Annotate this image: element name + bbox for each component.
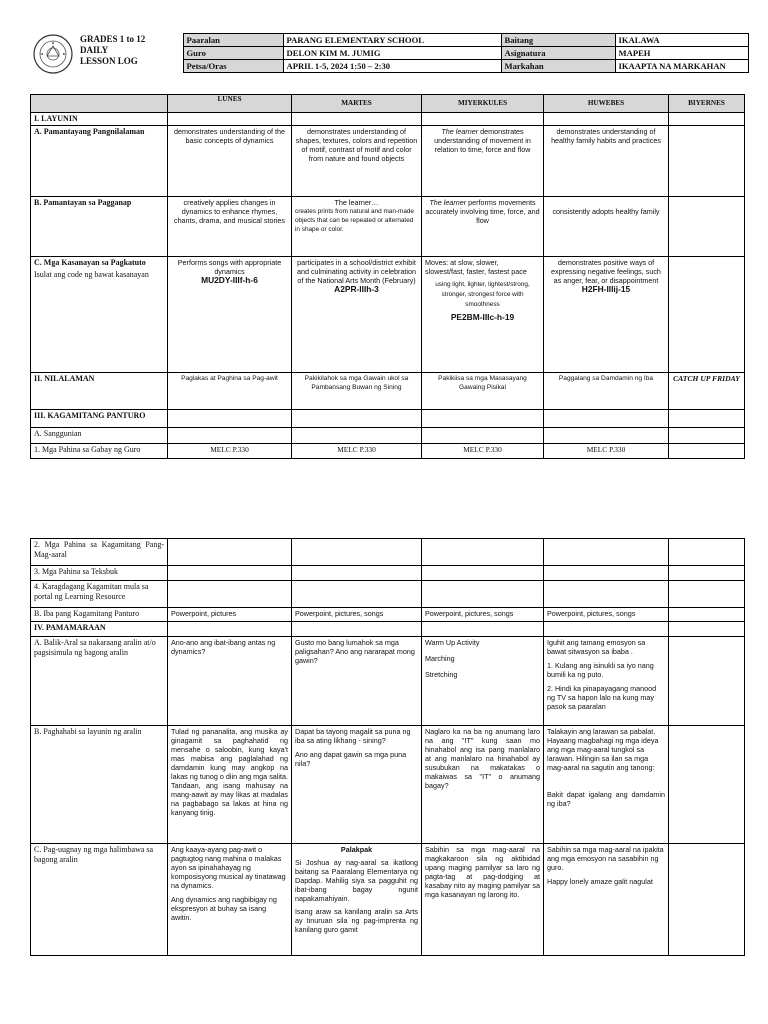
iba-pang-kagamitan-label: B. Iba pang Kagamitang Panturo [31,608,168,622]
pag-uugnay-huwebes: Sabihin sa mga mag-aaral na ipakita ang mga emosyon na sasabihin ng guro. Happy lonely amaze galit nagulat [544,844,669,956]
quarter-label: Markahan [501,60,615,73]
header-row-date [28,60,748,73]
iba-pang-martes: Powerpoint, pictures, songs [292,608,422,622]
header-info-table [28,33,749,73]
lesson-log-table-page2 [30,538,745,956]
row-teksbuk [31,566,745,581]
teksbuk-label: 3. Mga Pahina sa Teksbuk [31,566,168,581]
row-karagdagang-kagamitan [31,581,745,608]
subject-value: MAPEH [615,47,748,60]
grade-label: Baitang [501,34,615,47]
gabay-guro-huwebes: MELC P.330 [544,443,669,458]
grade-value: IKALAWA [615,34,748,47]
row-kagamitang-panturo [31,409,745,427]
pag-uugnay-label: C. Pag-uugnay ng mga halimbawa sa bagong aralin [31,844,168,956]
row-pamantayan-sa-pagganap [31,196,745,256]
day-martes: MARTES [292,95,422,113]
section-layunin [31,113,745,126]
row-a-lunes: demonstrates understanding of the basic concepts of dynamics [168,125,292,196]
balik-aral-miyerkules: Warm Up Activity Marching Stretching [422,637,544,726]
row-c-martes: participates in a school/district exhibit and culminating activity in celebration of the National Arts Month (February) A2PR-IIIh-3 [292,256,422,372]
row-b-label: B. Pamantayan sa Pagganap [31,196,168,256]
pag-uugnay-martes: Palakpak Si Joshua ay nag-aaral sa ikatlong baitang sa Paaralang Elementarya ng Dapdap. Mahilig siya sa pagguhit ng ibat-ibang bagay ngunit napakamahiyain. Isang araw sa kanilang aralin sa Arts ay tinuruan sila ng pag-imprenta ng kanilang guro gamit [292,844,422,956]
iba-pang-lunes: Powerpoint, pictures [168,608,292,622]
row-c-lunes: Performs songs with appropriate dynamics MU2DY-IIIf-h-6 [168,256,292,372]
balik-aral-huwebes: Iguhit ang tamang emosyon sa bawat sitwasyon sa ibaba . 1. Kulang ang isinukli sa iyo nang bumili ka ng puto. 2. Hindi ka pinapayagang manood ng TV sa hapon lalo na kung may pasok sa paaralan [544,637,669,726]
school-value: PARANG ELEMENTARY SCHOOL [283,34,501,47]
paghahabi-lunes: Tulad ng pananalita, ang musika ay ginagamit sa paghahatid ng mensahe o saloobin, kung kaya't mas mabisa ang paglalahad ng damdamin kung may angkop na lakas ng tunog o diin ang mga salita. Tandaan, ang isang mahusay na mang-aawit ay may likas at madalas na pagbabago sa lakas at hina ng kanyang tinig. [168,726,292,844]
lesson-log-table-page1 [30,94,745,459]
row-pag-uugnay [31,844,745,956]
nilalaman-huwebes: Paggalang sa Damdamin ng Iba [544,372,669,409]
date-label: Petsa/Oras [183,60,283,73]
row-paghahabi [31,726,745,844]
row-balik-aral [31,637,745,726]
paghahabi-label: B. Paghahabi sa layunin ng aralin [31,726,168,844]
row-sanggunian [31,427,745,443]
gabay-guro-lunes: MELC P.330 [168,443,292,458]
row-b-martes: The learner… creates prints from natural and man-made objects that can be repeated or alternated in shape or color. [292,196,422,256]
quarter-value: IKAAPTA NA MARKAHAN [615,60,748,73]
document-title: GRADES 1 to 12 DAILY LESSON LOG [80,34,146,66]
row-a-miyerkules: The learner demonstrates understanding of movement in relation to time, force and flow [422,125,544,196]
martes-competency-code: A2PR-IIIh-3 [334,283,379,294]
row-gabay-ng-guro [31,443,745,458]
gabay-guro-label: 1. Mga Pahina sa Gabay ng Guro [31,443,168,458]
kagamitang-panturo-label: III. KAGAMITANG PANTURO [31,409,168,427]
paghahabi-miyerkules: Naglaro ka na ba ng anumang laro na ang "IT" kung saan mo hinahabol ang isa pang manlalaro at ang manlalaro na hinahabol ay susubukan na makatakas o makaiwas sa "IT" o anumang bagay? [422,726,544,844]
day-lunes: LUNES [168,95,292,113]
row-a-martes: demonstrates understanding of shapes, textures, colors and repetition of motif, contrast of motif and color from nature and found objects [292,125,422,196]
sanggunian-label: A. Sanggunian [31,427,168,443]
row-pamantayang-pangnilalaman [31,125,745,196]
gabay-guro-miyerkules: MELC P.330 [422,443,544,458]
nilalaman-biyernes: CATCH UP FRIDAY [669,372,745,409]
lunes-competency-code: MU2DY-IIIf-h-6 [201,274,258,285]
row-c-huwebes: demonstrates positive ways of expressing negative feelings, such as anger, fear, or disappointment H2FH-IIIij-15 [544,256,669,372]
row-b-lunes: creatively applies changes in dynamics to enhance rhymes, chants, drama, and musical stories [168,196,292,256]
day-miyerkules: MIYERKULES [422,95,544,113]
paghahabi-martes: Dapat ba tayong magalit sa puna ng iba sa ating likhang - sining? Ano ang dapat gawin sa mga puna nila? [292,726,422,844]
pag-uugnay-lunes: Ang kaaya-ayang pag-awit o pagtugtog nang mahina o malakas ayon sa ipinahahayag ng komposisyong musical ay tinatawag na dynamics. Ang dynamics ang nagbibigay ng ekspresyon at buhay sa isang awitin. [168,844,292,956]
row-c-label-cell: C. Mga Kasanayan sa Pagkatuto Isulat ang code ng bawat kasanayan [31,256,168,372]
iba-pang-huwebes: Powerpoint, pictures, songs [544,608,669,622]
day-header-row [31,95,745,113]
teacher-value: DELON KIM M. JUMIG [283,47,501,60]
day-huwebes: HUWEBES [544,95,669,113]
iba-pang-miyerkules: Powerpoint, pictures, songs [422,608,544,622]
row-pamamaraan [31,622,745,637]
miyerkules-competency-code: PE2BM-IIIc-h-19 [450,311,515,322]
row-nilalaman [31,372,745,409]
section-layunin-label: I. LAYUNIN [31,113,168,126]
row-b-huwebes: consistently adopts healthy family [544,196,669,256]
row-c-miyerkules: Moves: at slow, slower, slowest/fast, faster, fastest pace using light, lighter, lightest/strong, stronger, strongest force with smoothness PE2BM-IIIc-h-19 [422,256,544,372]
teacher-label: Guro [183,47,283,60]
header-row-teacher [28,47,748,60]
row-a-huwebes: demonstrates understanding of healthy family habits and practices [544,125,669,196]
balik-aral-martes: Gusto mo bang lumahok sa mga paligsahan? Ano ang nararapat mong gawin? [292,637,422,726]
date-value: APRIL 1-5, 2024 1:50 – 2:30 [283,60,501,73]
pamamaraan-label: IV. PAMAMARAAN [31,622,168,637]
row-iba-pang-kagamitan [31,608,745,622]
row-kagamitang-pang-mag-aaral [31,539,745,566]
day-biyernes: BIYERNES [669,95,745,113]
pang-mag-aaral-label: 2. Mga Pahina sa Kagamitang Pang- Mag-aaral [31,539,168,566]
subject-label: Asignatura [501,47,615,60]
header-row-school [28,34,748,47]
school-label: Paaralan [183,34,283,47]
row-b-miyerkules: The learner performs movements accurately involving time, force, and flow [422,196,544,256]
paghahabi-huwebes: Talakayin ang larawan sa pabalat. Hayaang magbahagi ng mga ideya ang mga mag-aaral tungkol sa larawan. Hilingin sa ilan sa mga mag-aaral na sagutin ang tanong: Bakit dapat igalang ang damdamin ng iba? [544,726,669,844]
gabay-guro-martes: MELC P.330 [292,443,422,458]
row-mga-kasanayan [31,256,745,372]
pag-uugnay-miyerkules: Sabihin sa mga mag-aaral na magkakaroon sila ng aktibidad upang maging pamilyar sa laro ng pagta-tag at pag-dodging at kasabay nito ay maging pamilyar sa mga kasanayan ng larong ito. [422,844,544,956]
balik-aral-lunes: Ano-ano ang ibat-ibang antas ng dynamics? [168,637,292,726]
nilalaman-lunes: Paglakas at Paghina sa Pag-awit [168,372,292,409]
nilalaman-martes: Pakikilahok sa mga Gawain ukol sa Pambansang Buwan ng Sining [292,372,422,409]
balik-aral-label: A. Balik-Aral sa nakaraang aralin at/o pagsisimula ng bagong aralin [31,637,168,726]
nilalaman-label: II. NILALAMAN [31,372,168,409]
karagdagang-kagamitan-label: 4. Karagdagang Kagamitan mula sa portal ng Learning Resource [31,581,168,608]
row-a-label: A. Pamantayang Pangnilalaman [31,125,168,196]
huwebes-competency-code: H2FH-IIIij-15 [581,283,631,294]
nilalaman-miyerkules: Pakikiisa sa mga Masasayang Gawaing Pisikal [422,372,544,409]
